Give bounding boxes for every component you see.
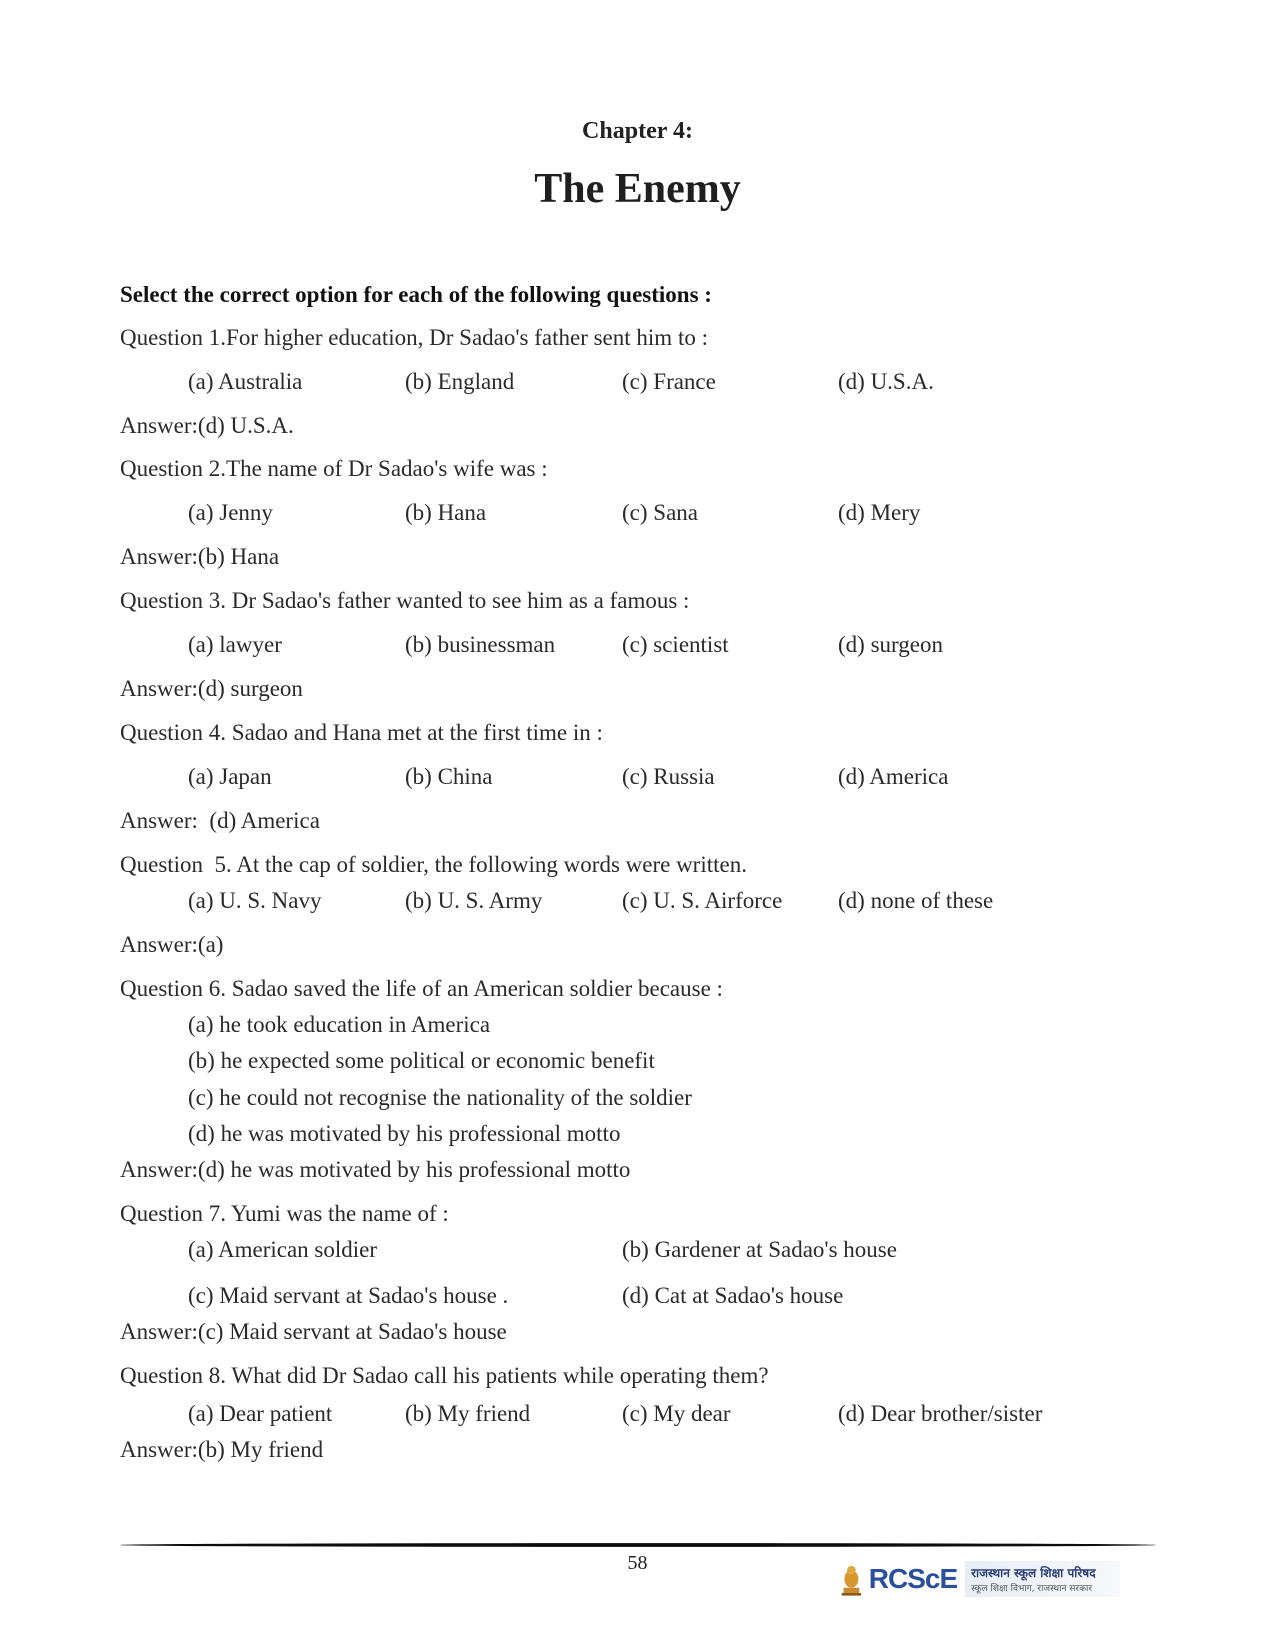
q5-option-b: (b) U. S. Army xyxy=(405,888,543,913)
q5-option-d: (d) none of these xyxy=(838,888,994,913)
question-6: Question 6. Sadao saved the life of an American soldier because : xyxy=(120,976,723,1001)
q2-option-a: (a) Jenny xyxy=(188,500,273,525)
q6-answer: Answer:(d) he was motivated by his professional motto xyxy=(120,1157,631,1182)
q4-option-b: (b) China xyxy=(405,764,493,789)
logo-hindi-title: राजस्थान स्कूल शिक्षा परिषद xyxy=(971,1566,1096,1580)
question-5: Question 5. At the cap of soldier, the following words were written. xyxy=(120,852,747,877)
q4-option-c: (c) Russia xyxy=(622,764,715,789)
q5-option-a: (a) U. S. Navy xyxy=(188,888,322,913)
chapter-label: Chapter 4: xyxy=(582,118,693,144)
q6-option-d: (d) he was motivated by his professional motto xyxy=(188,1121,621,1146)
q4-option-a: (a) Japan xyxy=(188,764,272,789)
q7-answer: Answer:(c) Maid servant at Sadao's house xyxy=(120,1319,507,1344)
q1-option-b: (b) England xyxy=(405,369,515,394)
q8-answer: Answer:(b) My friend xyxy=(120,1437,324,1462)
q4-answer: Answer: (d) America xyxy=(120,808,320,833)
state-emblem-icon xyxy=(840,1559,863,1599)
q5-answer: Answer:(a) xyxy=(120,932,224,957)
q3-option-d: (d) surgeon xyxy=(838,632,943,657)
q2-option-d: (d) Mery xyxy=(838,500,921,525)
q1-answer: Answer:(d) U.S.A. xyxy=(120,413,294,438)
logo-subtitle xyxy=(965,1561,1120,1597)
q8-option-b: (b) My friend xyxy=(405,1401,531,1426)
question-7: Question 7. Yumi was the name of : xyxy=(120,1201,449,1226)
q8-option-c: (c) My dear xyxy=(622,1401,731,1426)
q6-option-c: (c) he could not recognise the nationality of the soldier xyxy=(188,1085,692,1110)
q1-option-a: (a) Australia xyxy=(188,369,303,394)
q7-option-b: (b) Gardener at Sadao's house xyxy=(622,1237,897,1262)
q2-answer: Answer:(b) Hana xyxy=(120,544,280,569)
logo-hindi-subtitle: स्कूल शिक्षा विभाग, राजस्थान सरकार xyxy=(971,1584,1093,1594)
footer-divider xyxy=(120,1543,1156,1547)
q4-option-d: (d) America xyxy=(838,764,949,789)
q7-option-d: (d) Cat at Sadao's house xyxy=(622,1283,844,1308)
question-2: Question 2.The name of Dr Sadao's wife was : xyxy=(120,456,548,481)
question-1: Question 1.For higher education, Dr Sadao's father sent him to : xyxy=(120,325,708,350)
rcsce-logo xyxy=(840,1557,1120,1601)
q7-option-c: (c) Maid servant at Sadao's house . xyxy=(188,1283,509,1308)
logo-wordmark: RCScE xyxy=(868,1563,958,1594)
q2-option-c: (c) Sana xyxy=(622,500,698,525)
q3-option-a: (a) lawyer xyxy=(188,632,282,657)
q6-option-b: (b) he expected some political or economic benefit xyxy=(188,1048,655,1073)
instruction-heading: Select the correct option for each of the following questions : xyxy=(120,282,712,307)
q2-option-b: (b) Hana xyxy=(405,500,487,525)
q3-option-c: (c) scientist xyxy=(622,632,729,657)
question-8: Question 8. What did Dr Sadao call his patients while operating them? xyxy=(120,1363,769,1388)
q1-option-d: (d) U.S.A. xyxy=(838,369,934,394)
page-number: 58 xyxy=(627,1552,648,1574)
q8-option-d: (d) Dear brother/sister xyxy=(838,1401,1043,1426)
q7-option-a: (a) American soldier xyxy=(188,1237,378,1262)
q3-answer: Answer:(d) surgeon xyxy=(120,676,303,701)
chapter-title: The Enemy xyxy=(534,166,741,212)
question-4: Question 4. Sadao and Hana met at the first time in : xyxy=(120,720,603,745)
q8-option-a: (a) Dear patient xyxy=(188,1401,333,1426)
q5-option-c: (c) U. S. Airforce xyxy=(622,888,783,913)
q3-option-b: (b) businessman xyxy=(405,632,556,657)
q6-option-a: (a) he took education in America xyxy=(188,1012,491,1037)
question-3: Question 3. Dr Sadao's father wanted to see him as a famous : xyxy=(120,588,690,613)
q1-option-c: (c) France xyxy=(622,369,716,394)
